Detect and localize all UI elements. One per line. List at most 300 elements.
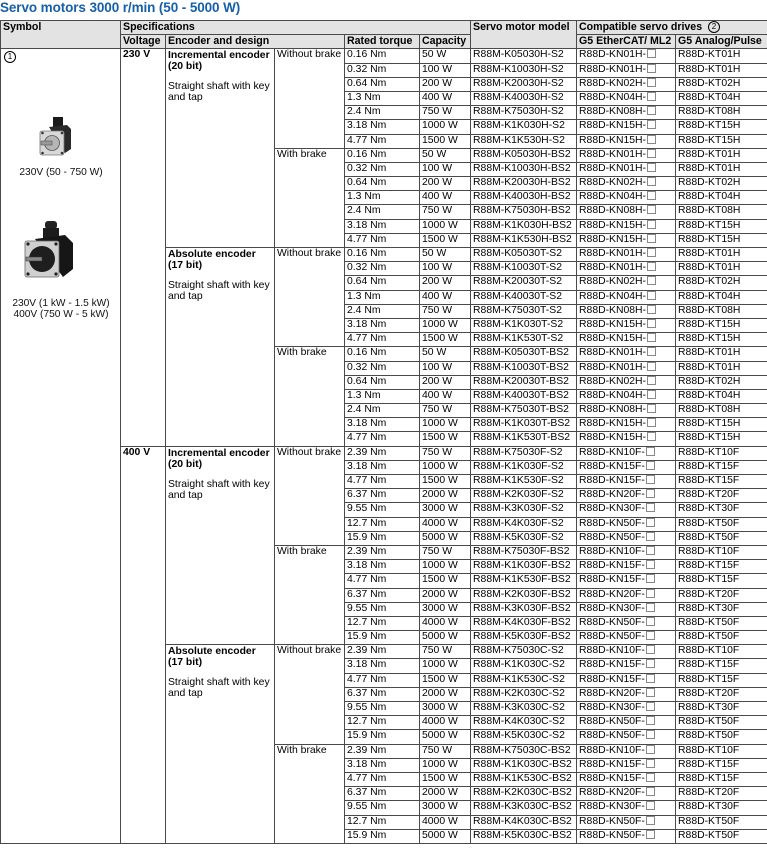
analog-drive-cell: R88D-KT08H bbox=[676, 404, 767, 418]
ethercat-drive-cell bbox=[577, 49, 676, 63]
drive-model-text: R88D-KN08H- bbox=[579, 205, 647, 217]
ethercat-drive-cell bbox=[577, 318, 676, 332]
servo-motor-model-cell: R88M-K1K530F-BS2 bbox=[471, 574, 577, 588]
rated-torque-cell: 2.39 Nm bbox=[345, 645, 420, 659]
rated-torque-cell: 6.37 Nm bbox=[345, 489, 420, 503]
analog-drive-cell: R88D-KT15F bbox=[676, 475, 767, 489]
analog-drive-cell: R88D-KT08H bbox=[676, 106, 767, 120]
servo-motor-model-cell: R88M-K10030H-BS2 bbox=[471, 162, 577, 176]
capacity-cell: 400 W bbox=[420, 191, 471, 205]
analog-drive-cell: R88D-KT15F bbox=[676, 772, 767, 786]
rated-torque-cell: 0.16 Nm bbox=[345, 347, 420, 361]
rated-torque-cell: 12.7 Nm bbox=[345, 517, 420, 531]
capacity-cell: 5000 W bbox=[420, 531, 471, 545]
brake-option-cell: With brake bbox=[275, 545, 345, 644]
ethercat-drive-cell bbox=[577, 304, 676, 318]
rated-torque-cell: 4.77 Nm bbox=[345, 333, 420, 347]
capacity-cell: 1000 W bbox=[420, 418, 471, 432]
header-ethercat: G5 EtherCAT/ ML2 bbox=[577, 35, 676, 49]
empty-square-icon bbox=[647, 347, 656, 356]
analog-drive-cell: R88D-KT50F bbox=[676, 631, 767, 645]
capacity-cell: 1500 W bbox=[420, 333, 471, 347]
drive-model-text: R88D-KN02H- bbox=[579, 375, 647, 387]
empty-square-icon bbox=[647, 305, 656, 314]
ethercat-drive-cell bbox=[577, 531, 676, 545]
capacity-cell: 400 W bbox=[420, 91, 471, 105]
encoder-cell bbox=[166, 49, 275, 248]
servo-motor-model-cell: R88M-K1K030T-S2 bbox=[471, 318, 577, 332]
ethercat-drive-cell bbox=[577, 602, 676, 616]
rated-torque-cell: 0.64 Nm bbox=[345, 177, 420, 191]
empty-square-icon bbox=[646, 489, 655, 498]
brake-option-cell: Without brake bbox=[275, 248, 345, 347]
analog-drive-cell: R88D-KT50F bbox=[676, 531, 767, 545]
analog-drive-cell: R88D-KT30F bbox=[676, 801, 767, 815]
rated-torque-cell: 3.18 Nm bbox=[345, 318, 420, 332]
capacity-cell: 2000 W bbox=[420, 588, 471, 602]
rated-torque-cell: 0.32 Nm bbox=[345, 262, 420, 276]
empty-square-icon bbox=[647, 49, 656, 58]
capacity-cell: 3000 W bbox=[420, 801, 471, 815]
voltage-cell: 400 V bbox=[121, 446, 166, 843]
capacity-cell: 400 W bbox=[420, 290, 471, 304]
drive-model-text: R88D-KN30F- bbox=[579, 702, 645, 713]
encoder-design: Straight shaft with key and tap bbox=[168, 677, 270, 700]
servo-motor-model-cell: R88M-K20030T-S2 bbox=[471, 276, 577, 290]
ethercat-drive-cell bbox=[577, 588, 676, 602]
ethercat-drive-cell bbox=[577, 815, 676, 829]
analog-drive-cell: R88D-KT01H bbox=[676, 361, 767, 375]
rated-torque-cell: 1.3 Nm bbox=[345, 389, 420, 403]
brake-option-cell: With brake bbox=[275, 347, 345, 446]
drive-model-text: R88D-KN15F- bbox=[579, 673, 645, 685]
capacity-cell: 1500 W bbox=[420, 574, 471, 588]
drive-model-text: R88D-KN01H- bbox=[579, 162, 647, 174]
empty-square-icon bbox=[647, 106, 656, 115]
analog-drive-cell: R88D-KT15F bbox=[676, 560, 767, 574]
analog-drive-cell: R88D-KT15H bbox=[676, 333, 767, 347]
capacity-cell: 4000 W bbox=[420, 815, 471, 829]
ethercat-drive-cell bbox=[577, 772, 676, 786]
ethercat-drive-cell bbox=[577, 191, 676, 205]
drive-model-text: R88D-KN01H- bbox=[579, 49, 647, 61]
ethercat-drive-cell bbox=[577, 262, 676, 276]
analog-drive-cell: R88D-KT20F bbox=[676, 489, 767, 503]
rated-torque-cell: 2.39 Nm bbox=[345, 446, 420, 460]
header-encoder-and-design: Encoder and design bbox=[166, 35, 345, 49]
drive-model-text: R88D-KN01H- bbox=[579, 347, 647, 359]
ethercat-drive-cell bbox=[577, 503, 676, 517]
analog-drive-cell: R88D-KT01H bbox=[676, 63, 767, 77]
empty-square-icon bbox=[646, 745, 655, 754]
rated-torque-cell: 6.37 Nm bbox=[345, 588, 420, 602]
capacity-cell: 750 W bbox=[420, 744, 471, 758]
servo-motor-model-cell: R88M-K3K030C-S2 bbox=[471, 702, 577, 716]
encoder-title: Absolute encoder (17 bit) bbox=[168, 646, 256, 669]
drive-model-text: R88D-KN15F- bbox=[579, 574, 645, 586]
servo-motor-model-cell: R88M-K5K030C-S2 bbox=[471, 730, 577, 744]
analog-drive-cell: R88D-KT01H bbox=[676, 162, 767, 176]
ethercat-drive-cell bbox=[577, 106, 676, 120]
rated-torque-cell: 1.3 Nm bbox=[345, 191, 420, 205]
empty-square-icon bbox=[647, 418, 656, 427]
ethercat-drive-cell bbox=[577, 659, 676, 673]
empty-square-icon bbox=[647, 362, 656, 371]
ethercat-drive-cell bbox=[577, 730, 676, 744]
encoder-design: Straight shaft with key and tap bbox=[168, 280, 270, 302]
empty-square-icon bbox=[646, 560, 655, 569]
empty-square-icon bbox=[647, 276, 656, 285]
empty-square-icon bbox=[646, 702, 655, 711]
ethercat-drive-cell bbox=[577, 432, 676, 446]
rated-torque-cell: 12.7 Nm bbox=[345, 716, 420, 730]
empty-square-icon bbox=[646, 603, 655, 612]
empty-square-icon bbox=[646, 773, 655, 782]
rated-torque-cell: 3.18 Nm bbox=[345, 659, 420, 673]
analog-drive-cell: R88D-KT15H bbox=[676, 318, 767, 332]
servo-motor-model-cell: R88M-K1K530C-S2 bbox=[471, 673, 577, 687]
capacity-cell: 750 W bbox=[420, 205, 471, 219]
rated-torque-cell: 6.37 Nm bbox=[345, 787, 420, 801]
rated-torque-cell: 4.77 Nm bbox=[345, 673, 420, 687]
ethercat-drive-cell bbox=[577, 631, 676, 645]
ethercat-drive-cell bbox=[577, 148, 676, 162]
analog-drive-cell: R88D-KT04H bbox=[676, 91, 767, 105]
capacity-cell: 1000 W bbox=[420, 219, 471, 233]
analog-drive-cell: R88D-KT20F bbox=[676, 687, 767, 701]
capacity-cell: 5000 W bbox=[420, 631, 471, 645]
motor-caption-large-line2: 400V (750 W - 5 kW) bbox=[13, 309, 109, 321]
drive-model-text: R88D-KN30F- bbox=[579, 503, 645, 515]
ethercat-drive-cell bbox=[577, 347, 676, 361]
rated-torque-cell: 15.9 Nm bbox=[345, 829, 420, 843]
drive-model-text: R88D-KN04H- bbox=[579, 290, 647, 302]
empty-square-icon bbox=[647, 333, 656, 342]
capacity-cell: 50 W bbox=[420, 347, 471, 361]
servo-motor-model-cell: R88M-K1K030H-BS2 bbox=[471, 219, 577, 233]
capacity-cell: 4000 W bbox=[420, 716, 471, 730]
brake-option-cell: Without brake bbox=[275, 645, 345, 744]
rated-torque-cell: 1.3 Nm bbox=[345, 290, 420, 304]
analog-drive-cell: R88D-KT08H bbox=[676, 205, 767, 219]
capacity-cell: 5000 W bbox=[420, 730, 471, 744]
rated-torque-cell: 2.4 Nm bbox=[345, 205, 420, 219]
drive-model-text: R88D-KN01H- bbox=[579, 262, 647, 274]
servo-motor-model-cell: R88M-K10030T-BS2 bbox=[471, 361, 577, 375]
drive-model-text: R88D-KN50F- bbox=[579, 631, 645, 643]
capacity-cell: 750 W bbox=[420, 446, 471, 460]
ethercat-drive-cell bbox=[577, 475, 676, 489]
empty-square-icon bbox=[646, 546, 655, 555]
servo-motor-model-cell: R88M-K40030H-BS2 bbox=[471, 191, 577, 205]
ethercat-drive-cell bbox=[577, 177, 676, 191]
rated-torque-cell: 4.77 Nm bbox=[345, 233, 420, 247]
drive-model-text: R88D-KN08H- bbox=[579, 106, 647, 118]
drive-model-text: R88D-KN15F- bbox=[579, 475, 645, 486]
servo-motor-model-cell: R88M-K20030H-BS2 bbox=[471, 177, 577, 191]
drive-model-text: R88D-KN50F- bbox=[579, 531, 645, 543]
ethercat-drive-cell bbox=[577, 801, 676, 815]
drive-model-text: R88D-KN08H- bbox=[579, 304, 647, 316]
capacity-cell: 2000 W bbox=[420, 489, 471, 503]
drive-model-text: R88D-KN20F- bbox=[579, 588, 645, 600]
drive-model-text: R88D-KN04H- bbox=[579, 191, 647, 203]
servo-motor-model-cell: R88M-K1K530F-S2 bbox=[471, 475, 577, 489]
rated-torque-cell: 9.55 Nm bbox=[345, 602, 420, 616]
ethercat-drive-cell bbox=[577, 758, 676, 772]
empty-square-icon bbox=[646, 617, 655, 626]
servo-motor-model-cell: R88M-K2K030F-BS2 bbox=[471, 588, 577, 602]
ethercat-drive-cell bbox=[577, 673, 676, 687]
rated-torque-cell: 2.39 Nm bbox=[345, 545, 420, 559]
servo-motor-model-cell: R88M-K05030T-S2 bbox=[471, 248, 577, 262]
capacity-cell: 50 W bbox=[420, 148, 471, 162]
ethercat-drive-cell bbox=[577, 205, 676, 219]
capacity-cell: 2000 W bbox=[420, 787, 471, 801]
drive-model-text: R88D-KN04H- bbox=[579, 91, 647, 103]
ethercat-drive-cell bbox=[577, 162, 676, 176]
analog-drive-cell: R88D-KT20F bbox=[676, 588, 767, 602]
analog-drive-cell: R88D-KT02H bbox=[676, 177, 767, 191]
empty-square-icon bbox=[646, 645, 655, 654]
analog-drive-cell: R88D-KT15H bbox=[676, 134, 767, 148]
rated-torque-cell: 0.64 Nm bbox=[345, 77, 420, 91]
brake-option-cell: Without brake bbox=[275, 49, 345, 148]
servo-motor-model-cell: R88M-K75030F-BS2 bbox=[471, 545, 577, 559]
servo-motor-model-cell: R88M-K1K030T-BS2 bbox=[471, 418, 577, 432]
empty-square-icon bbox=[647, 291, 656, 300]
capacity-cell: 1500 W bbox=[420, 475, 471, 489]
ethercat-drive-cell bbox=[577, 787, 676, 801]
capacity-cell: 750 W bbox=[420, 645, 471, 659]
capacity-cell: 1000 W bbox=[420, 659, 471, 673]
motor-caption-large bbox=[1, 298, 121, 320]
capacity-cell: 3000 W bbox=[420, 702, 471, 716]
encoder-design: Straight shaft with key and tap bbox=[168, 478, 270, 501]
ethercat-drive-cell bbox=[577, 702, 676, 716]
analog-drive-cell: R88D-KT15H bbox=[676, 120, 767, 134]
analog-drive-cell: R88D-KT10F bbox=[676, 446, 767, 460]
capacity-cell: 200 W bbox=[420, 77, 471, 91]
empty-square-icon bbox=[646, 589, 655, 598]
encoder-cell bbox=[166, 446, 275, 645]
drive-model-text: R88D-KN15H- bbox=[579, 219, 647, 231]
capacity-cell: 1000 W bbox=[420, 560, 471, 574]
analog-drive-cell: R88D-KT15H bbox=[676, 219, 767, 233]
ethercat-drive-cell bbox=[577, 446, 676, 460]
empty-square-icon bbox=[646, 461, 655, 470]
rated-torque-cell: 15.9 Nm bbox=[345, 730, 420, 744]
ethercat-drive-cell bbox=[577, 248, 676, 262]
drive-model-text: R88D-KN15F- bbox=[579, 560, 645, 572]
capacity-cell: 1500 W bbox=[420, 134, 471, 148]
rated-torque-cell: 4.77 Nm bbox=[345, 772, 420, 786]
empty-square-icon bbox=[647, 205, 656, 214]
rated-torque-cell: 3.18 Nm bbox=[345, 460, 420, 474]
servo-motor-model-cell: R88M-K2K030C-BS2 bbox=[471, 787, 577, 801]
servo-motor-model-cell: R88M-K1K530H-S2 bbox=[471, 134, 577, 148]
ethercat-drive-cell bbox=[577, 744, 676, 758]
drive-model-text: R88D-KN10F- bbox=[579, 446, 645, 458]
servo-motor-model-cell: R88M-K1K530C-BS2 bbox=[471, 772, 577, 786]
capacity-cell: 50 W bbox=[420, 49, 471, 63]
ethercat-drive-cell bbox=[577, 233, 676, 247]
analog-drive-cell: R88D-KT01H bbox=[676, 148, 767, 162]
analog-drive-cell: R88D-KT20F bbox=[676, 787, 767, 801]
capacity-cell: 5000 W bbox=[420, 829, 471, 843]
drive-model-text: R88D-KN20F- bbox=[579, 489, 645, 501]
drive-model-text: R88D-KN15H- bbox=[579, 333, 647, 345]
servo-motor-small-icon bbox=[37, 115, 73, 159]
rated-torque-cell: 15.9 Nm bbox=[345, 531, 420, 545]
empty-square-icon bbox=[647, 248, 656, 257]
ethercat-drive-cell bbox=[577, 616, 676, 630]
brake-option-cell: With brake bbox=[275, 744, 345, 843]
ethercat-drive-cell bbox=[577, 517, 676, 531]
analog-drive-cell: R88D-KT50F bbox=[676, 815, 767, 829]
header-compatible-servo-drives bbox=[577, 21, 767, 35]
capacity-cell: 100 W bbox=[420, 162, 471, 176]
analog-drive-cell: R88D-KT04H bbox=[676, 290, 767, 304]
capacity-cell: 200 W bbox=[420, 375, 471, 389]
ethercat-drive-cell bbox=[577, 545, 676, 559]
voltage-cell: 230 V bbox=[121, 49, 166, 446]
rated-torque-cell: 2.4 Nm bbox=[345, 304, 420, 318]
servo-motor-model-cell: R88M-K5K030C-BS2 bbox=[471, 829, 577, 843]
drive-model-text: R88D-KN02H- bbox=[579, 177, 647, 189]
servo-motor-model-cell: R88M-K75030H-BS2 bbox=[471, 205, 577, 219]
ethercat-drive-cell bbox=[577, 404, 676, 418]
capacity-cell: 750 W bbox=[420, 304, 471, 318]
rated-torque-cell: 4.77 Nm bbox=[345, 475, 420, 489]
rated-torque-cell: 4.77 Nm bbox=[345, 134, 420, 148]
ethercat-drive-cell bbox=[577, 134, 676, 148]
drive-model-text: R88D-KN01H- bbox=[579, 148, 647, 160]
brake-option-cell: Without brake bbox=[275, 446, 345, 545]
servo-motor-model-cell: R88M-K20030H-S2 bbox=[471, 77, 577, 91]
empty-square-icon bbox=[646, 659, 655, 668]
drive-model-text: R88D-KN15F- bbox=[579, 659, 645, 671]
header-rated-torque: Rated torque bbox=[345, 35, 420, 49]
rated-torque-cell: 6.37 Nm bbox=[345, 687, 420, 701]
drive-model-text: R88D-KN15H- bbox=[579, 418, 647, 430]
servo-motor-model-cell: R88M-K4K030C-BS2 bbox=[471, 815, 577, 829]
note-marker-2: 2 bbox=[708, 21, 720, 33]
header-capacity: Capacity bbox=[420, 35, 471, 49]
empty-square-icon bbox=[647, 64, 656, 73]
header-voltage: Voltage bbox=[121, 35, 166, 49]
rated-torque-cell: 0.32 Nm bbox=[345, 63, 420, 77]
servo-motor-model-cell: R88M-K3K030C-BS2 bbox=[471, 801, 577, 815]
header-analog-pulse: G5 Analog/Pulse bbox=[676, 35, 767, 49]
capacity-cell: 1500 W bbox=[420, 233, 471, 247]
drive-model-text: R88D-KN15F- bbox=[579, 460, 645, 472]
rated-torque-cell: 3.18 Nm bbox=[345, 219, 420, 233]
analog-drive-cell: R88D-KT15H bbox=[676, 418, 767, 432]
servo-motor-model-cell: R88M-K3K030F-BS2 bbox=[471, 602, 577, 616]
drive-model-text: R88D-KN02H- bbox=[579, 276, 647, 288]
rated-torque-cell: 0.16 Nm bbox=[345, 248, 420, 262]
empty-square-icon bbox=[647, 390, 656, 399]
rated-torque-cell: 0.64 Nm bbox=[345, 276, 420, 290]
empty-square-icon bbox=[646, 730, 655, 739]
capacity-cell: 1000 W bbox=[420, 318, 471, 332]
analog-drive-cell: R88D-KT10F bbox=[676, 744, 767, 758]
motor-caption-small: 230V (50 - 750 W) bbox=[19, 167, 103, 179]
analog-drive-cell: R88D-KT15F bbox=[676, 460, 767, 474]
rated-torque-cell: 3.18 Nm bbox=[345, 560, 420, 574]
drive-model-text: R88D-KN01H- bbox=[579, 248, 647, 259]
servo-motor-model-cell: R88M-K1K530H-BS2 bbox=[471, 233, 577, 247]
servo-motor-model-cell: R88M-K40030T-BS2 bbox=[471, 389, 577, 403]
ethercat-drive-cell bbox=[577, 460, 676, 474]
servo-motor-model-cell: R88M-K4K030F-BS2 bbox=[471, 616, 577, 630]
analog-drive-cell: R88D-KT15F bbox=[676, 758, 767, 772]
servo-motor-model-cell: R88M-K1K530T-BS2 bbox=[471, 432, 577, 446]
analog-drive-cell: R88D-KT10F bbox=[676, 545, 767, 559]
capacity-cell: 100 W bbox=[420, 63, 471, 77]
empty-square-icon bbox=[647, 149, 656, 158]
servo-motor-model-cell: R88M-K3K030F-S2 bbox=[471, 503, 577, 517]
header-specifications: Specifications bbox=[121, 21, 471, 35]
rated-torque-cell: 0.16 Nm bbox=[345, 148, 420, 162]
empty-square-icon bbox=[646, 518, 655, 527]
servo-motor-model-cell: R88M-K40030H-S2 bbox=[471, 91, 577, 105]
drive-model-text: R88D-KN50F- bbox=[579, 730, 645, 742]
analog-drive-cell: R88D-KT01H bbox=[676, 262, 767, 276]
analog-drive-cell: R88D-KT30F bbox=[676, 503, 767, 517]
servo-motor-model-cell: R88M-K75030C-S2 bbox=[471, 645, 577, 659]
ethercat-drive-cell bbox=[577, 389, 676, 403]
ethercat-drive-cell bbox=[577, 276, 676, 290]
drive-model-text: R88D-KN15H- bbox=[579, 318, 647, 330]
servo-motor-model-cell: R88M-K75030F-S2 bbox=[471, 446, 577, 460]
capacity-cell: 750 W bbox=[420, 106, 471, 120]
empty-square-icon bbox=[647, 163, 656, 172]
rated-torque-cell: 15.9 Nm bbox=[345, 631, 420, 645]
drive-model-text: R88D-KN10F- bbox=[579, 645, 645, 657]
rated-torque-cell: 1.3 Nm bbox=[345, 91, 420, 105]
encoder-title: Incremental encoder (20 bit) bbox=[168, 447, 270, 470]
analog-drive-cell: R88D-KT50F bbox=[676, 716, 767, 730]
analog-drive-cell: R88D-KT15F bbox=[676, 574, 767, 588]
rated-torque-cell: 3.18 Nm bbox=[345, 418, 420, 432]
rated-torque-cell: 0.64 Nm bbox=[345, 375, 420, 389]
analog-drive-cell: R88D-KT15H bbox=[676, 432, 767, 446]
drive-model-text: R88D-KN50F- bbox=[579, 616, 645, 628]
capacity-cell: 4000 W bbox=[420, 517, 471, 531]
empty-square-icon bbox=[646, 447, 655, 456]
servo-motor-model-cell: R88M-K10030T-S2 bbox=[471, 262, 577, 276]
capacity-cell: 1500 W bbox=[420, 673, 471, 687]
drive-model-text: R88D-KN10F- bbox=[579, 744, 645, 756]
drive-model-text: R88D-KN08H- bbox=[579, 404, 647, 416]
analog-drive-cell: R88D-KT04H bbox=[676, 389, 767, 403]
capacity-cell: 100 W bbox=[420, 262, 471, 276]
ethercat-drive-cell bbox=[577, 574, 676, 588]
servo-motor-model-cell: R88M-K75030H-S2 bbox=[471, 106, 577, 120]
motor-caption-large-line1: 230V (1 kW - 1.5 kW) bbox=[12, 298, 110, 310]
drive-model-text: R88D-KN15H- bbox=[579, 134, 647, 146]
empty-square-icon bbox=[647, 319, 656, 328]
empty-square-icon bbox=[646, 816, 655, 825]
analog-drive-cell: R88D-KT15H bbox=[676, 233, 767, 247]
rated-torque-cell: 2.39 Nm bbox=[345, 744, 420, 758]
header-compatible-label: Compatible servo drives bbox=[579, 21, 703, 33]
capacity-cell: 200 W bbox=[420, 276, 471, 290]
capacity-cell: 1500 W bbox=[420, 772, 471, 786]
encoder-title: Absolute encoder (17 bit) bbox=[168, 249, 256, 271]
